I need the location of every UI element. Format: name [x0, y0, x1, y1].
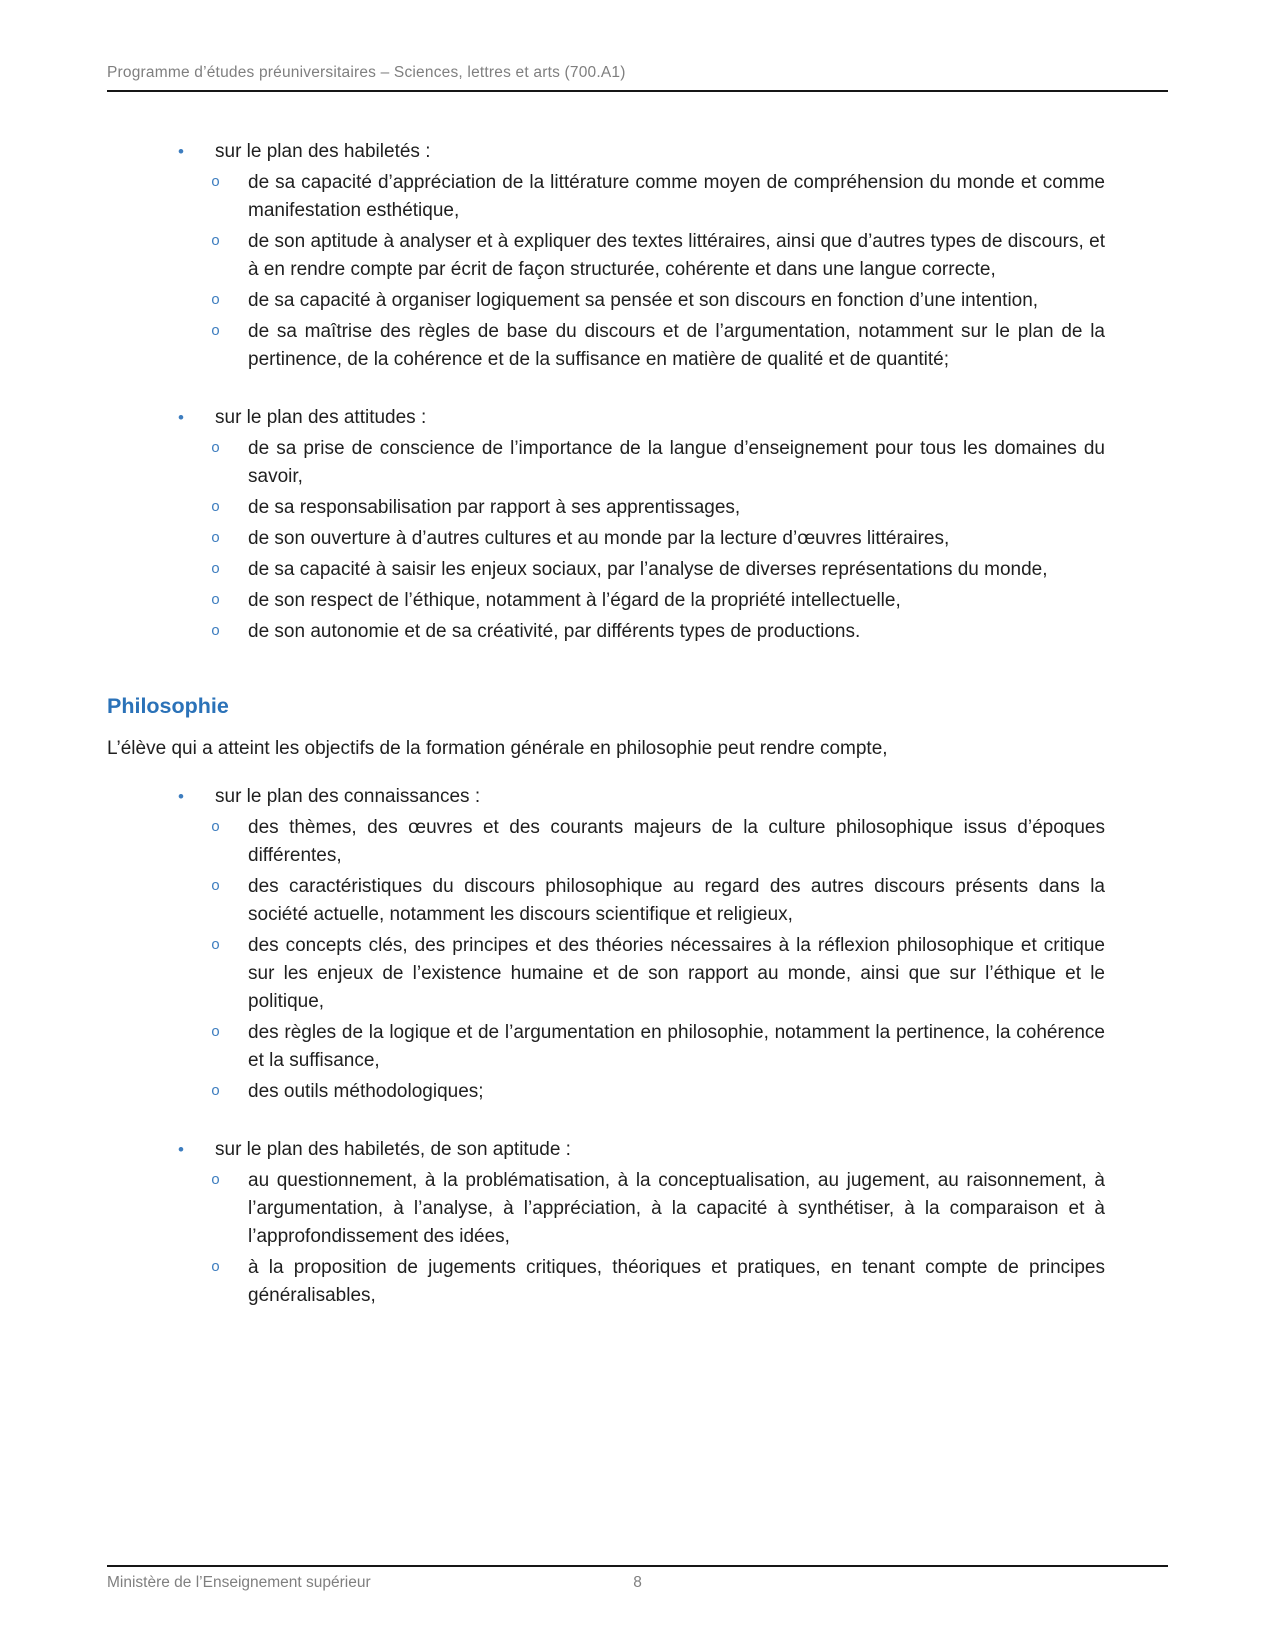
- bullet-group-aptitude: [107, 1136, 1168, 1310]
- bullet-icon: •: [178, 787, 184, 806]
- bullet-group-habiletes: [107, 138, 1168, 374]
- list-item-level2: [107, 932, 1168, 1016]
- page-footer: [107, 1565, 1168, 1592]
- list-item-level2: [107, 1254, 1168, 1310]
- list-item-level2: [107, 1167, 1168, 1251]
- list-item-level2: [107, 494, 1168, 522]
- page-number: 8: [633, 1574, 642, 1591]
- list-item-text: de sa prise de conscience de l’importance de la langue d’enseignement pour tous les domaines du savoir,: [248, 438, 1105, 487]
- bullet-icon: •: [178, 408, 184, 427]
- list-item-level1: [107, 138, 1168, 166]
- circle-bullet-icon: o: [211, 1259, 221, 1276]
- circle-bullet-icon: o: [211, 561, 221, 578]
- circle-bullet-icon: o: [211, 1083, 221, 1100]
- circle-bullet-icon: o: [211, 292, 221, 309]
- footer-ministry-label: Ministère de l’Enseignement supérieur: [107, 1574, 371, 1591]
- list-item-level2: [107, 228, 1168, 284]
- circle-bullet-icon: o: [211, 530, 221, 547]
- bullet-icon: •: [178, 1140, 184, 1159]
- list-item-text: de son aptitude à analyser et à expliquer des textes littéraires, ainsi que d’autres types de discours, et à en rendre compte par écrit de façon structurée, cohérente et dans une langue correcte,: [248, 231, 1105, 280]
- list-item-text: de son autonomie et de sa créativité, par différents types de productions.: [248, 621, 861, 642]
- bullet-icon: •: [178, 142, 184, 161]
- section-heading-philosophie: Philosophie: [107, 694, 229, 718]
- list-item-text: de sa responsabilisation par rapport à ses apprentissages,: [248, 497, 741, 518]
- circle-bullet-icon: o: [211, 819, 221, 836]
- list-item-text: de son ouverture à d’autres cultures et au monde par la lecture d’œuvres littéraires,: [248, 528, 950, 549]
- list-item-text: de sa capacité d’appréciation de la littérature comme moyen de compréhension du monde et comme manifestation esthétique,: [248, 172, 1105, 221]
- circle-bullet-icon: o: [211, 1024, 221, 1041]
- circle-bullet-icon: o: [211, 174, 221, 191]
- list-item-level2: [107, 618, 1168, 646]
- group-title: sur le plan des habiletés, de son aptitude :: [215, 1139, 571, 1160]
- list-item-text: au questionnement, à la problématisation, à la conceptualisation, au jugement, au raisonnement, à l’argumentation, à l’analyse, à l’appréciation, à la capacité à synthétiser, à la comparaison et à l’approfondissement des idées,: [248, 1170, 1105, 1247]
- list-item-level2: [107, 1019, 1168, 1075]
- list-item-level2: [107, 287, 1168, 315]
- footer-row: [107, 1567, 1168, 1592]
- list-item-text: des caractéristiques du discours philosophique au regard des autres discours présents dans la société actuelle, notamment les discours scientifique et religieux,: [248, 876, 1105, 925]
- circle-bullet-icon: o: [211, 440, 221, 457]
- list-item-level1: [107, 404, 1168, 432]
- circle-bullet-icon: o: [211, 878, 221, 895]
- list-item-level2: [107, 556, 1168, 584]
- header-title: Programme d’études préuniversitaires – Sciences, lettres et arts (700.A1): [107, 64, 626, 81]
- list-item-text: de sa capacité à organiser logiquement sa pensée et son discours en fonction d’une intention,: [248, 290, 1039, 311]
- group-title: sur le plan des habiletés :: [215, 141, 431, 162]
- list-item-text: des outils méthodologiques;: [248, 1081, 484, 1102]
- circle-bullet-icon: o: [211, 499, 221, 516]
- list-item-text: de son respect de l’éthique, notamment à l’égard de la propriété intellectuelle,: [248, 590, 901, 611]
- section-intro: L’élève qui a atteint les objectifs de la formation générale en philosophie peut rendre compte,: [107, 738, 888, 759]
- circle-bullet-icon: o: [211, 233, 221, 250]
- circle-bullet-icon: o: [211, 323, 221, 340]
- circle-bullet-icon: o: [211, 937, 221, 954]
- list-item-level2: [107, 169, 1168, 225]
- bullet-group-attitudes: [107, 404, 1168, 646]
- circle-bullet-icon: o: [211, 623, 221, 640]
- list-item-text: des règles de la logique et de l’argumentation en philosophie, notamment la pertinence, la cohérence et la suffisance,: [248, 1022, 1105, 1071]
- circle-bullet-icon: o: [211, 592, 221, 609]
- list-item-text: des concepts clés, des principes et des théories nécessaires à la réflexion philosophique et critique sur les enjeux de l’existence humaine et de son rapport au monde, ainsi que sur l’éthique et le politique,: [248, 935, 1105, 1012]
- page-content: [0, 92, 1275, 1310]
- list-item-level2: [107, 873, 1168, 929]
- list-item-text: de sa capacité à saisir les enjeux sociaux, par l’analyse de diverses représentations du monde,: [248, 559, 1048, 580]
- list-item-text: à la proposition de jugements critiques, théoriques et pratiques, en tenant compte de principes généralisables,: [248, 1257, 1105, 1306]
- list-item-level2: [107, 525, 1168, 553]
- circle-bullet-icon: o: [211, 1172, 221, 1189]
- list-item-level1: [107, 1136, 1168, 1164]
- list-item-text: des thèmes, des œuvres et des courants majeurs de la culture philosophique issus d’époques différentes,: [248, 817, 1105, 866]
- bullet-group-connaissances: [107, 783, 1168, 1106]
- list-item-level2: [107, 814, 1168, 870]
- group-title: sur le plan des attitudes :: [215, 407, 427, 428]
- list-item-level1: [107, 783, 1168, 811]
- page-header: [0, 0, 1275, 92]
- list-item-level2: [107, 587, 1168, 615]
- list-item-level2: [107, 318, 1168, 374]
- list-item-level2: [107, 435, 1168, 491]
- group-title: sur le plan des connaissances :: [215, 786, 481, 807]
- list-item-level2: [107, 1078, 1168, 1106]
- list-item-text: de sa maîtrise des règles de base du discours et de l’argumentation, notamment sur le plan de la pertinence, de la cohérence et de la suffisance en matière de qualité et de quantité;: [248, 321, 1105, 370]
